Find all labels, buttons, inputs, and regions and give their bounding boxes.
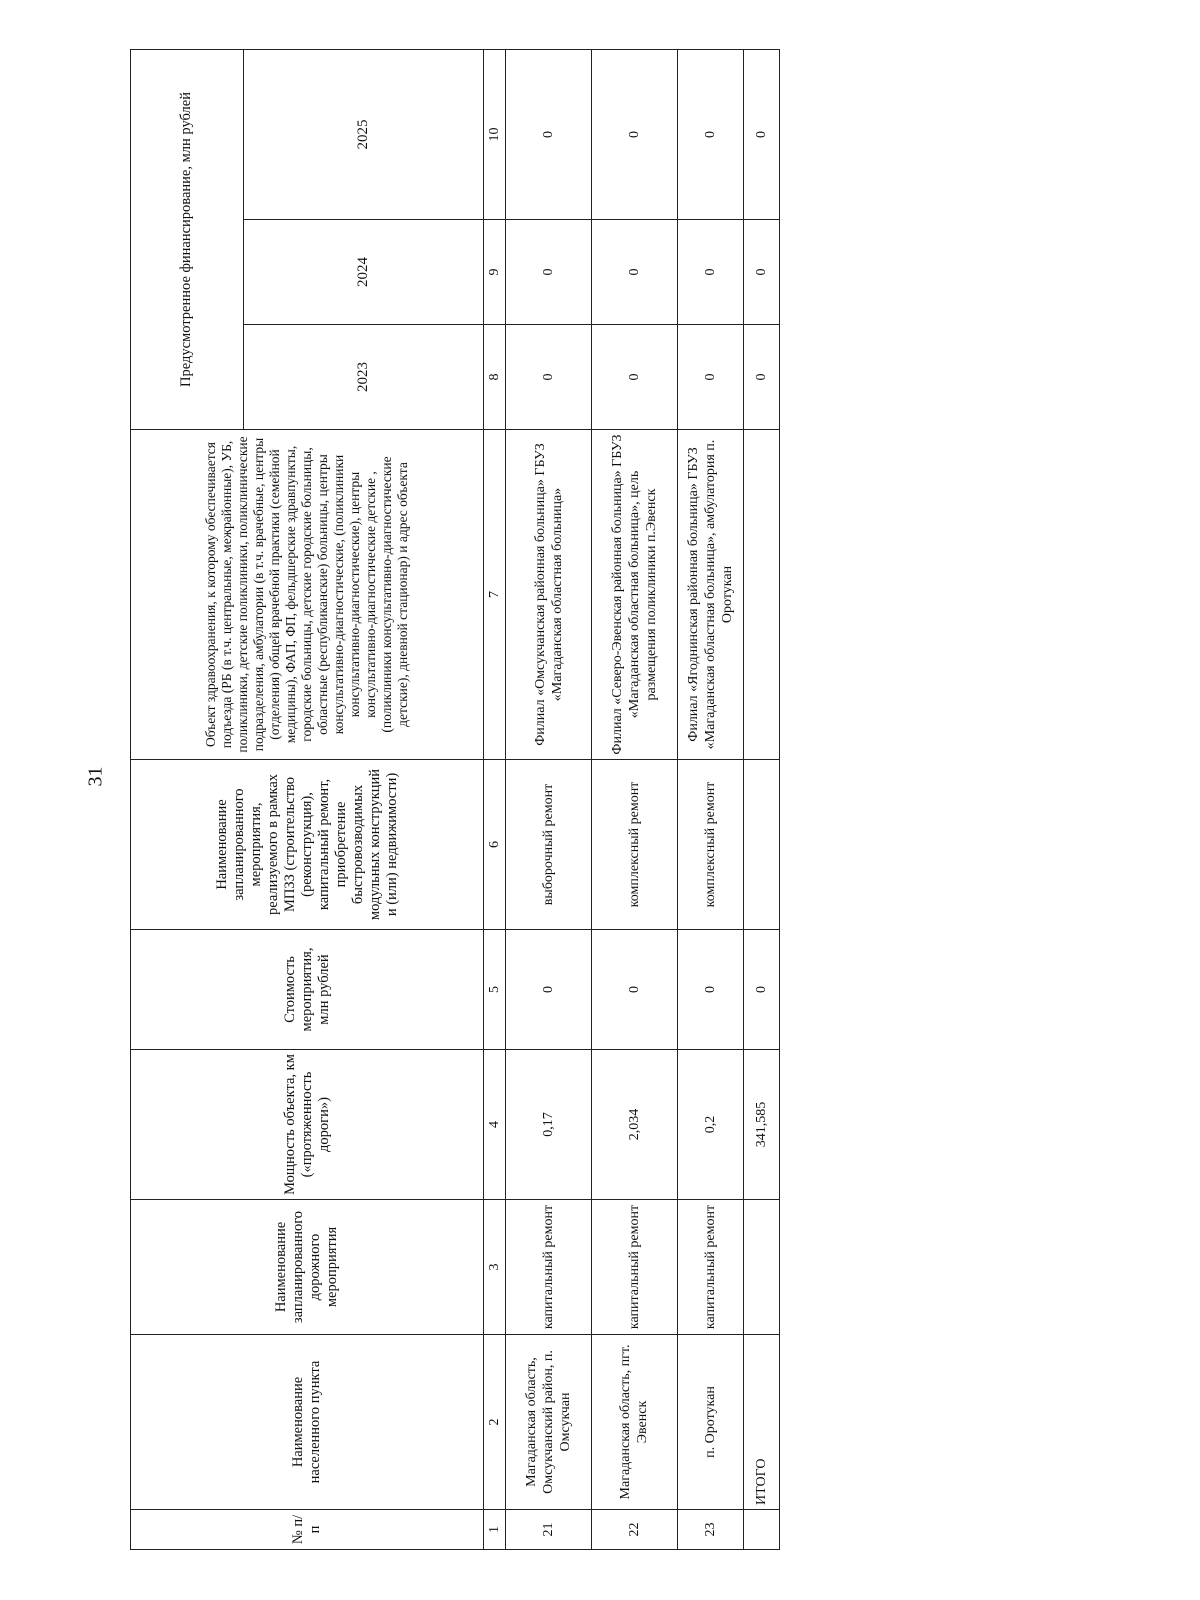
row-y2025: 0 — [677, 50, 744, 220]
total-mpzz-empty — [744, 760, 780, 930]
row-cost: 0 — [506, 930, 592, 1050]
row-mpzz-event: комплексный ремонт — [677, 760, 744, 930]
header-num: № п/п — [131, 1510, 484, 1550]
header-financing: Предусмотренное финансирование, млн рублей — [131, 50, 244, 430]
table-row — [677, 50, 744, 1550]
header-mpzz-event: Наименование запланированного мероприятия, реализуемого в рамках МПЗЗ (строительство (реконструкция), капитальный ремонт, приобретение быстровозводимых модульных конструкций и (или) недвижимости) — [131, 760, 484, 930]
row-y2023: 0 — [506, 325, 592, 430]
row-y2023: 0 — [677, 325, 744, 430]
row-mpzz-event: выборочный ремонт — [506, 760, 592, 930]
index-cell: 7 — [484, 430, 506, 760]
row-facility: Филиал «Ягоднинская районная больница» ГБУЗ «Магаданская областная больница», амбулатория п. Оротукан — [677, 430, 744, 760]
row-settlement: Магаданская область, Омсукчанский район, п. Омсукчан — [506, 1335, 592, 1510]
row-y2024: 0 — [591, 220, 677, 325]
row-road-event: капитальный ремонт — [506, 1200, 592, 1335]
row-y2023: 0 — [591, 325, 677, 430]
table-row — [506, 50, 592, 1550]
row-facility: Филиал «Северо-Эвенская районная больница» ГБУЗ «Магаданская областная больница», цель размещения поликлиники п.Эвенск — [591, 430, 677, 760]
header-year-2023: 2023 — [243, 325, 483, 430]
total-num-empty — [744, 1510, 780, 1550]
row-mpzz-event: комплексный ремонт — [591, 760, 677, 930]
row-capacity: 0,2 — [677, 1050, 744, 1200]
table-row — [591, 50, 677, 1550]
header-road-event: Наименование запланированного дорожного мероприятия — [131, 1200, 484, 1335]
row-y2024: 0 — [677, 220, 744, 325]
header-capacity: Мощность объекта, км («протяженность дороги») — [131, 1050, 484, 1200]
index-cell: 4 — [484, 1050, 506, 1200]
header-year-2025: 2025 — [243, 50, 483, 220]
index-cell: 9 — [484, 220, 506, 325]
total-road-event-empty — [744, 1200, 780, 1335]
document-sheet — [130, 50, 780, 1550]
row-settlement: Магаданская область, пгт. Эвенск — [591, 1335, 677, 1510]
header-facility: Объект здравоохранения, к которому обеспечивается подъезда (РБ (в т.ч. центральные, межрайонные), УБ, поликлиники, детские поликлиники, поликлинические подразделения, амбулатории (в т.ч. врачебные, центры (отделения) общей врачебной практики (семейной медицины), ФАП, ФП, фельдшерские здравпункты, городские больницы, детские городские больницы, областные (республиканские) больницы, центры консультативно-диагностические, (поликлиники консультативно-диагностические), центры консультативно-диагностические детские , (поликлиники консультативно-диагностические детские), дневной стационар) и адрес объекта — [131, 430, 484, 760]
row-y2025: 0 — [506, 50, 592, 220]
row-num: 21 — [506, 1510, 592, 1550]
column-index-row — [484, 50, 506, 1550]
row-num: 22 — [591, 1510, 677, 1550]
header-row — [131, 50, 244, 1550]
total-capacity: 341,585 — [744, 1050, 780, 1200]
header-year-2024: 2024 — [243, 220, 483, 325]
total-y2025: 0 — [744, 50, 780, 220]
index-cell: 5 — [484, 930, 506, 1050]
total-label: ИТОГО — [744, 1335, 780, 1510]
row-capacity: 2,034 — [591, 1050, 677, 1200]
row-y2024: 0 — [506, 220, 592, 325]
total-y2023: 0 — [744, 325, 780, 430]
index-cell: 10 — [484, 50, 506, 220]
row-num: 23 — [677, 1510, 744, 1550]
total-cost: 0 — [744, 930, 780, 1050]
road-facilities-table — [130, 49, 780, 1550]
header-settlement: Наименование населенного пункта — [131, 1335, 484, 1510]
index-cell: 1 — [484, 1510, 506, 1550]
row-y2025: 0 — [591, 50, 677, 220]
index-cell: 8 — [484, 325, 506, 430]
row-cost: 0 — [591, 930, 677, 1050]
index-cell: 2 — [484, 1335, 506, 1510]
row-road-event: капитальный ремонт — [677, 1200, 744, 1335]
total-row — [744, 50, 780, 1550]
row-road-event: капитальный ремонт — [591, 1200, 677, 1335]
row-facility: Филиал «Омсукчанская районная больница» ГБУЗ «Магаданская областная больница» — [506, 430, 592, 760]
index-cell: 3 — [484, 1200, 506, 1335]
row-settlement: п. Оротукан — [677, 1335, 744, 1510]
total-y2024: 0 — [744, 220, 780, 325]
index-cell: 6 — [484, 760, 506, 930]
row-capacity: 0,17 — [506, 1050, 592, 1200]
row-cost: 0 — [677, 930, 744, 1050]
page-number: 31 — [84, 766, 107, 787]
total-facility-empty — [744, 430, 780, 760]
header-cost: Стоимость мероприятия, млн рублей — [131, 930, 484, 1050]
